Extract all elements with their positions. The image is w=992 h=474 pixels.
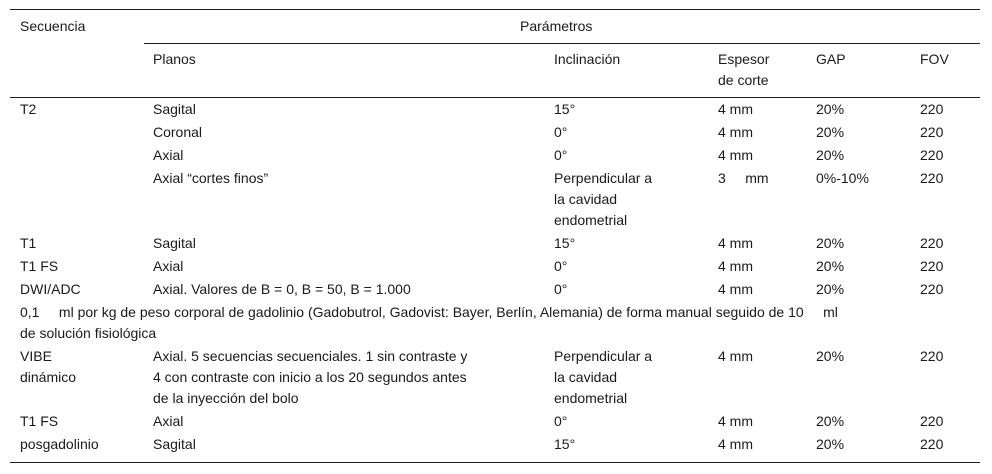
post-inclinacion: 0° bbox=[554, 413, 568, 429]
post-fov: 220 bbox=[920, 413, 944, 429]
row-secuencia: T2 bbox=[20, 101, 37, 117]
row-planos: Axial bbox=[153, 258, 184, 274]
post-planos: Sagital bbox=[153, 436, 196, 452]
parametros-underline bbox=[144, 43, 980, 44]
row-espesor: 4 mm bbox=[718, 258, 753, 274]
header-bottom-rule bbox=[10, 97, 980, 98]
row-planos: Coronal bbox=[153, 124, 203, 140]
row-secuencia: T1 FS bbox=[20, 258, 59, 274]
row-gap: 20% bbox=[816, 281, 845, 297]
row-espesor: 4 mm bbox=[718, 101, 753, 117]
row-espesor: 4 mm bbox=[718, 124, 753, 140]
post-gap: 20% bbox=[816, 413, 845, 429]
row-planos: Axial. Valores de B = 0, B = 50, B = 1.000 bbox=[153, 281, 411, 297]
vibe-secuencia-line: dinámico bbox=[20, 369, 77, 385]
row-fov: 220 bbox=[920, 147, 944, 163]
row-gap: 20% bbox=[816, 258, 845, 274]
row-inclinacion: 0° bbox=[554, 281, 568, 297]
row-espesor: 4 mm bbox=[718, 281, 753, 297]
row-inclinacion: 0° bbox=[554, 258, 568, 274]
row-inclinacion: 0° bbox=[554, 124, 568, 140]
contrast-note-line2: de solución fisiológica bbox=[20, 325, 157, 341]
vibe-gap: 20% bbox=[816, 348, 845, 364]
row-gap: 20% bbox=[816, 124, 845, 140]
table-bottom-rule bbox=[10, 462, 980, 463]
row-inclinacion-line: Perpendicular a bbox=[554, 170, 653, 186]
row-planos: Sagital bbox=[153, 235, 196, 251]
row-planos: Axial “cortes finos” bbox=[153, 170, 269, 186]
row-gap: 20% bbox=[816, 235, 845, 251]
vibe-inclinacion-line: Perpendicular a bbox=[554, 348, 653, 364]
post-espesor: 4 mm bbox=[718, 413, 753, 429]
header-espesor-line2: de corte bbox=[718, 72, 769, 88]
row-inclinacion-line: endometrial bbox=[554, 212, 628, 228]
row-inclinacion: 15° bbox=[554, 235, 576, 251]
header-fov: FOV bbox=[920, 51, 949, 67]
vibe-planos-line: 4 con contraste con inicio a los 20 segundos antes bbox=[153, 369, 467, 385]
row-espesor: 4 mm bbox=[718, 147, 753, 163]
vibe-planos-line: Axial. 5 secuencias secuenciales. 1 sin contraste y bbox=[153, 348, 468, 364]
post-secuencia-line: posgadolinio bbox=[20, 436, 99, 452]
vibe-inclinacion-line: endometrial bbox=[554, 390, 628, 406]
vibe-espesor: 4 mm bbox=[718, 348, 753, 364]
header-inclinacion: Inclinación bbox=[554, 51, 621, 67]
row-gap: 0%-10% bbox=[816, 170, 869, 186]
row-espesor: 3 mm bbox=[718, 170, 769, 186]
row-inclinacion: 15° bbox=[554, 101, 576, 117]
header-secuencia: Secuencia bbox=[20, 18, 86, 34]
row-inclinacion-line: la cavidad bbox=[554, 191, 618, 207]
row-inclinacion: 0° bbox=[554, 147, 568, 163]
post-inclinacion: 15° bbox=[554, 436, 576, 452]
vibe-planos-line: de la inyección del bolo bbox=[153, 390, 299, 406]
post-secuencia-line: T1 FS bbox=[20, 413, 59, 429]
row-fov: 220 bbox=[920, 124, 944, 140]
vibe-secuencia-line: VIBE bbox=[20, 348, 52, 364]
vibe-inclinacion-line: la cavidad bbox=[554, 369, 618, 385]
row-espesor: 4 mm bbox=[718, 235, 753, 251]
post-gap: 20% bbox=[816, 436, 845, 452]
row-planos: Sagital bbox=[153, 101, 196, 117]
table-top-rule bbox=[10, 9, 980, 10]
row-fov: 220 bbox=[920, 258, 944, 274]
header-parametros: Parámetros bbox=[520, 18, 593, 34]
row-secuencia: T1 bbox=[20, 235, 37, 251]
vibe-fov: 220 bbox=[920, 348, 944, 364]
post-espesor: 4 mm bbox=[718, 436, 753, 452]
row-gap: 20% bbox=[816, 101, 845, 117]
row-fov: 220 bbox=[920, 101, 944, 117]
row-fov: 220 bbox=[920, 281, 944, 297]
row-fov: 220 bbox=[920, 170, 944, 186]
row-secuencia: DWI/ADC bbox=[20, 281, 81, 297]
header-planos: Planos bbox=[153, 51, 196, 67]
header-espesor-line1: Espesor bbox=[718, 51, 770, 67]
contrast-note-line1: 0,1 ml por kg de peso corporal de gadolinio (Gadobutrol, Gadovist: Bayer, Berlín, Alemania) de forma manual seguido de 10 ml bbox=[20, 304, 838, 320]
post-planos: Axial bbox=[153, 413, 184, 429]
row-gap: 20% bbox=[816, 147, 845, 163]
header-gap: GAP bbox=[816, 51, 846, 67]
row-fov: 220 bbox=[920, 235, 944, 251]
row-planos: Axial bbox=[153, 147, 184, 163]
post-fov: 220 bbox=[920, 436, 944, 452]
